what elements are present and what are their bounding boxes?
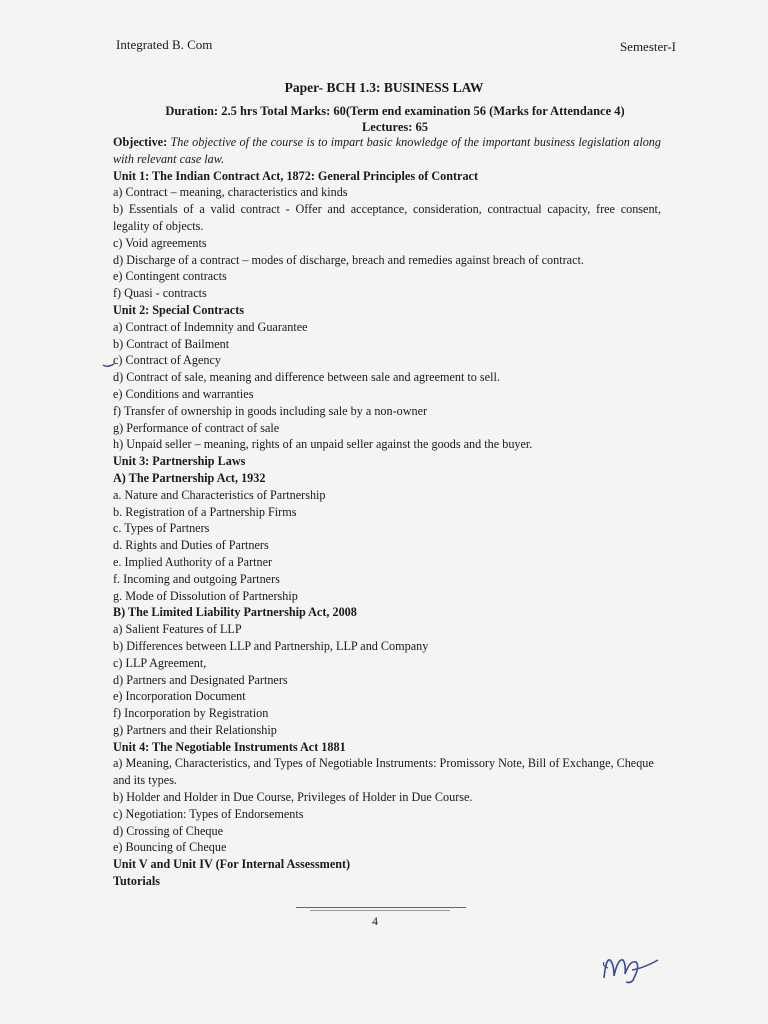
list-item: f. Incoming and outgoing Partners bbox=[113, 571, 280, 586]
list-item: f) Incorporation by Registration bbox=[113, 706, 269, 721]
list-item: c) Contract of Agency bbox=[113, 353, 221, 368]
list-item: g) Performance of contract of sale bbox=[113, 420, 280, 435]
duration-line: Duration: 2.5 hrs Total Marks: 60(Term end examination 56 (Marks for Attendance 4) bbox=[165, 104, 625, 118]
list-item: d. Rights and Duties of Partners bbox=[113, 538, 269, 553]
objective bbox=[113, 134, 661, 168]
lectures-line: Lectures: 65 bbox=[361, 120, 429, 134]
duration-block bbox=[130, 103, 660, 135]
list-item: a) Salient Features of LLP bbox=[113, 622, 242, 637]
list-item: b) Differences between LLP and Partnership, LLP and Company bbox=[113, 638, 429, 653]
unit1-heading: Unit 1: The Indian Contract Act, 1872: General Principles of Contract bbox=[113, 168, 479, 183]
list-item: d) Discharge of a contract – modes of discharge, breach and remedies against breach of contract. bbox=[113, 252, 584, 267]
syllabus-body bbox=[113, 134, 661, 890]
list-item: g) Partners and their Relationship bbox=[113, 722, 277, 737]
list-item: b) Essentials of a valid contract - Offer and acceptance, consideration, contractual capacity, free consent, legality of objects. bbox=[113, 202, 661, 233]
header-semester: Semester-I bbox=[619, 39, 676, 54]
list-item: b. Registration of a Partnership Firms bbox=[113, 504, 297, 519]
unit2-heading: Unit 2: Special Contracts bbox=[113, 302, 245, 317]
list-item: a) Contract of Indemnity and Guarantee bbox=[113, 319, 308, 334]
list-item: d) Contract of sale, meaning and difference between sale and agreement to sell. bbox=[113, 370, 500, 385]
paper-title: Paper- BCH 1.3: BUSINESS LAW bbox=[284, 80, 484, 95]
list-item: a. Nature and Characteristics of Partnership bbox=[113, 487, 326, 502]
signature-icon bbox=[596, 938, 666, 988]
list-item: b) Holder and Holder in Due Course, Privileges of Holder in Due Course. bbox=[113, 790, 473, 805]
list-item: e. Implied Authority of a Partner bbox=[113, 554, 273, 569]
pencil-mark-icon bbox=[102, 355, 116, 369]
list-item: a) Contract – meaning, characteristics and kinds bbox=[113, 185, 348, 200]
header-program: Integrated B. Com bbox=[116, 37, 213, 52]
objective-text: The objective of the course is to impart basic knowledge of the important business legislation along with relevant case law. bbox=[113, 135, 661, 166]
list-item: c) Negotiation: Types of Endorsements bbox=[113, 806, 304, 821]
list-item: e) Bouncing of Cheque bbox=[113, 840, 227, 855]
list-item: h) Unpaid seller – meaning, rights of an unpaid seller against the goods and the buyer. bbox=[113, 437, 533, 452]
list-item: f) Transfer of ownership in goods including sale by a non-owner bbox=[113, 403, 428, 418]
list-item: e) Conditions and warranties bbox=[113, 386, 254, 401]
list-item: d) Partners and Designated Partners bbox=[113, 672, 288, 687]
internal-assessment-line: Unit V and Unit IV (For Internal Assessment) bbox=[113, 857, 351, 872]
page-number: 4 bbox=[372, 914, 378, 928]
list-item: f) Quasi - contracts bbox=[113, 286, 207, 301]
list-item: e) Contingent contracts bbox=[113, 269, 227, 284]
list-item: d) Crossing of Cheque bbox=[113, 823, 224, 838]
list-item: e) Incorporation Document bbox=[113, 689, 246, 704]
footer-divider-secondary bbox=[310, 910, 450, 911]
unit3-section-a-heading: A) The Partnership Act, 1932 bbox=[113, 470, 266, 485]
list-item: b) Contract of Bailment bbox=[113, 336, 230, 351]
unit4-heading: Unit 4: The Negotiable Instruments Act 1881 bbox=[113, 739, 346, 754]
footer-divider bbox=[296, 907, 466, 908]
list-item: g. Mode of Dissolution of Partnership bbox=[113, 588, 298, 603]
objective-label: Objective: bbox=[113, 135, 168, 149]
list-item: c) Void agreements bbox=[113, 235, 207, 250]
tutorials-line: Tutorials bbox=[113, 874, 160, 889]
unit3-section-b-heading: B) The Limited Liability Partnership Act, 2008 bbox=[113, 605, 357, 620]
list-item: c) LLP Agreement, bbox=[113, 655, 207, 670]
list-item: a) Meaning, Characteristics, and Types of Negotiable Instruments: Promissory Note, Bill of Exchange, Cheque and its types. bbox=[113, 756, 654, 788]
list-item: c. Types of Partners bbox=[113, 521, 210, 536]
unit3-heading: Unit 3: Partnership Laws bbox=[113, 454, 246, 469]
